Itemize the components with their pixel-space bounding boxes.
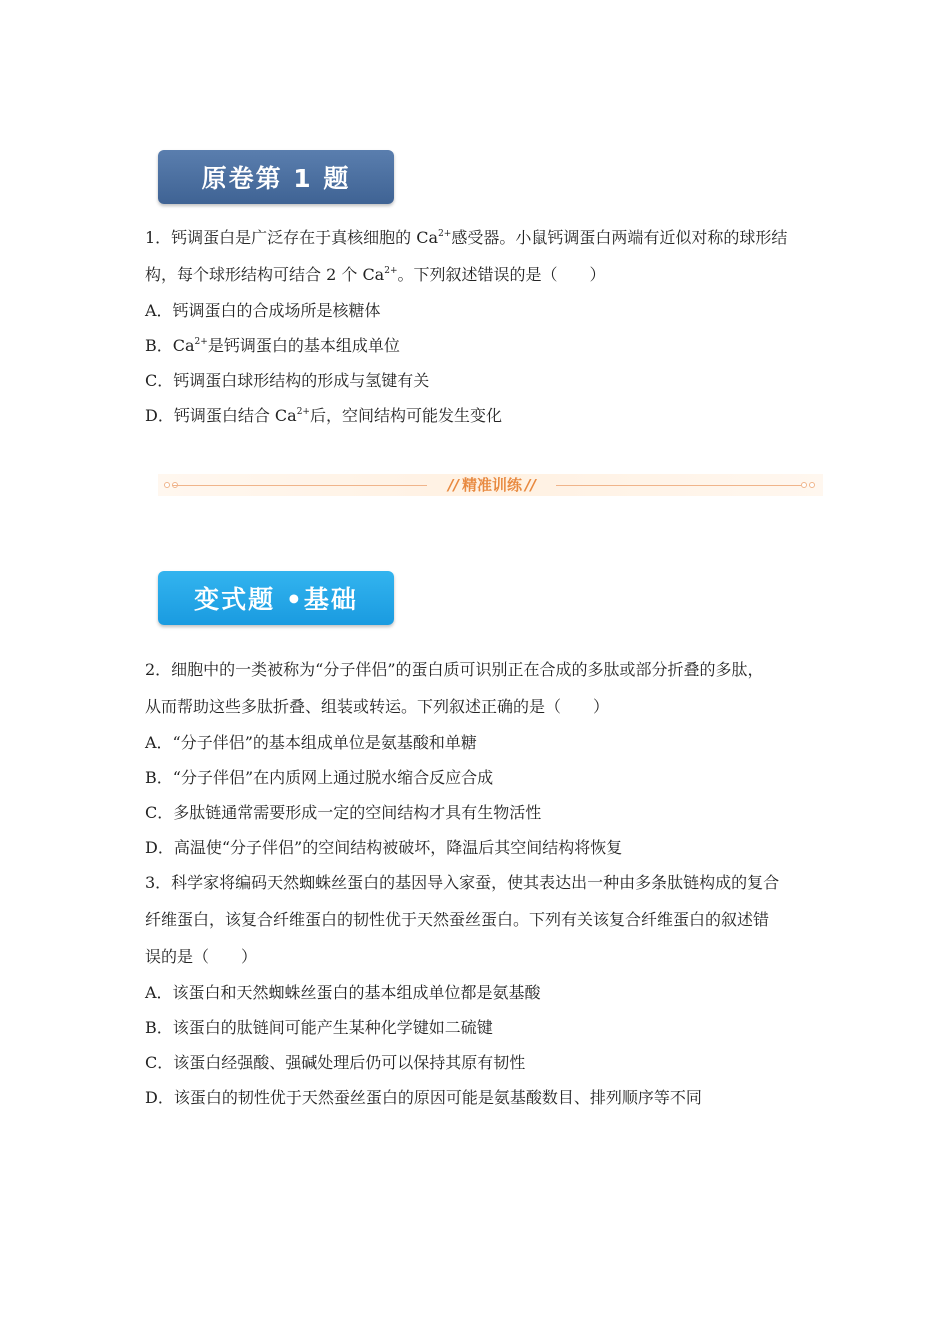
question-3-option-d: D．该蛋白的韧性优于天然蚕丝蛋白的原因可能是氨基酸数目、排列顺序等不同 [145, 1088, 702, 1107]
question-1-option-b: B．$Ca^{2+}$是钙调蛋白的基本组成单位 [145, 336, 400, 355]
divider-dot-icon [809, 482, 815, 488]
question-1-option-a: A．钙调蛋白的合成场所是核糖体 [145, 301, 381, 320]
question-2-option-c: C．多肽链通常需要形成一定的空间结构才具有生物活性 [145, 803, 542, 822]
question-3-option-b: B．该蛋白的肽链间可能产生某种化学键如二硫键 [145, 1018, 493, 1037]
divider-dot-icon [801, 482, 807, 488]
divider-title: // 精准训练 // [448, 476, 536, 494]
section-badge-original [158, 150, 394, 204]
question-3-stem-line-1: 3．科学家将编码天然蜘蛛丝蛋白的基因导入家蚕，使其表达出一种由多条肽链构成的复合 [145, 873, 780, 892]
divider-dot-icon [164, 482, 170, 488]
section-divider [158, 472, 823, 498]
question-3-option-c: C．该蛋白经强酸、强碱处理后仍可以保持其原有韧性 [145, 1053, 526, 1072]
question-1-stem-line-1: 1．钙调蛋白是广泛存在于真核细胞的 $Ca^{2+}$感受器。小鼠钙调蛋白两端有近似对称的球形结 [145, 228, 788, 247]
question-1-stem-line-2: 构，每个球形结构可结合 2 个 $Ca^{2+}$。下列叙述错误的是（ ） [145, 265, 606, 284]
question-3-option-a: A．该蛋白和天然蜘蛛丝蛋白的基本组成单位都是氨基酸 [145, 983, 541, 1002]
section-badge-label: 变式题 •基础 [194, 585, 358, 614]
question-1-option-c: C．钙调蛋白球形结构的形成与氢键有关 [145, 371, 430, 390]
question-2-option-a: A．“分子伴侣”的基本组成单位是氨基酸和单糖 [145, 733, 477, 752]
section-badge-label: 原卷第 1 题 [201, 164, 351, 193]
slash-mark-icon: // [525, 476, 536, 494]
question-3-stem-line-2: 纤维蛋白，该复合纤维蛋白的韧性优于天然蚕丝蛋白。下列有关该复合纤维蛋白的叙述错 [145, 910, 770, 929]
section-badge-variant [158, 571, 394, 625]
question-2-stem-line-1: 2．细胞中的一类被称为“分子伴侣”的蛋白质可识别正在合成的多肽或部分折叠的多肽， [145, 660, 764, 679]
question-3-stem-line-3: 误的是（ ） [145, 947, 258, 966]
slash-mark-icon: // [448, 476, 459, 494]
question-1-option-d: D．钙调蛋白结合 $Ca^{2+}$后，空间结构可能发生变化 [145, 406, 502, 425]
question-2-stem-line-2: 从而帮助这些多肽折叠、组装或转运。下列叙述正确的是（ ） [145, 697, 610, 716]
question-2-option-d: D．高温使“分子伴侣”的空间结构被破坏，降温后其空间结构将恢复 [145, 838, 623, 857]
question-2-option-b: B．“分子伴侣”在内质网上通过脱水缩合反应合成 [145, 768, 494, 787]
